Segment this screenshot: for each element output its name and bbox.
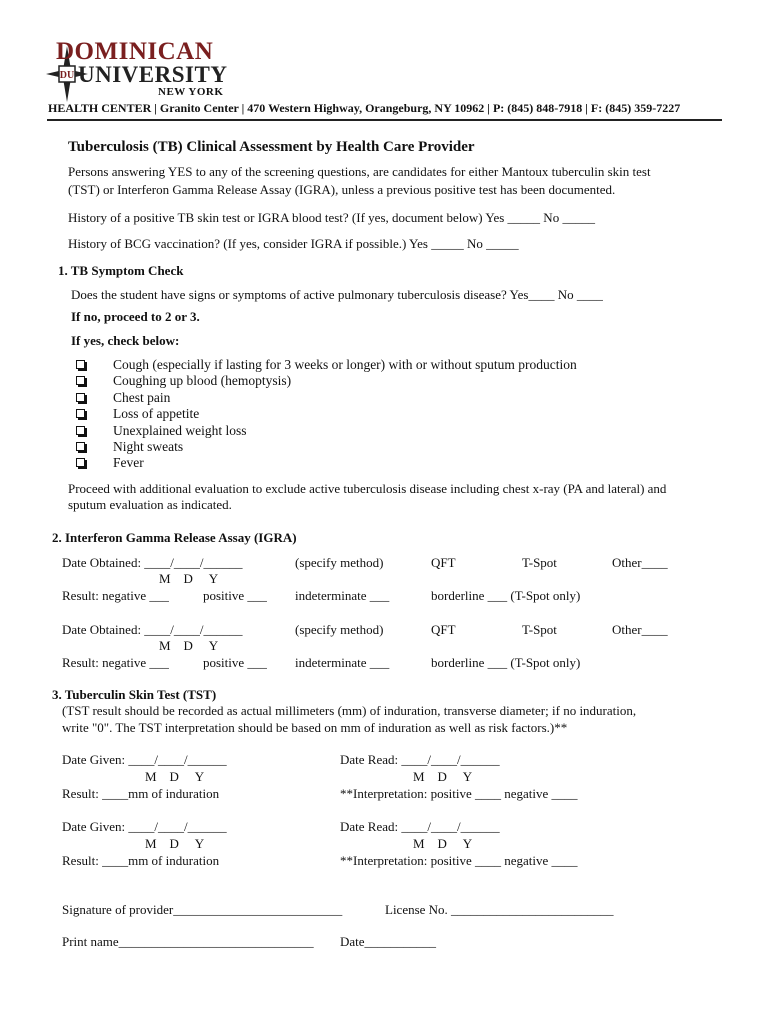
- igra-qft-option[interactable]: QFT: [431, 555, 456, 570]
- igra-qft-option[interactable]: QFT: [431, 622, 456, 637]
- logo-line1: DOMINICAN: [56, 38, 214, 65]
- tst-date-given[interactable]: Date Given: ____/____/______: [62, 819, 227, 834]
- symptom-label: Coughing up blood (hemoptysis): [113, 373, 292, 388]
- tst-note-line1: (TST result should be recorded as actual millimeters (mm) of induration, transverse diameter; if no induration,: [62, 703, 637, 718]
- igra-mdy-label: M D Y: [159, 571, 219, 586]
- license-field[interactable]: License No. _________________________: [385, 902, 614, 917]
- igra-method-label: (specify method): [295, 622, 384, 637]
- igra-date-obtained[interactable]: Date Obtained: ____/____/______: [62, 622, 243, 637]
- symptom-label: Cough (especially if lasting for 3 weeks or longer) with or without sputum production: [113, 357, 577, 372]
- igra-result-positive[interactable]: positive ___: [203, 588, 267, 603]
- logo-line3: NEW YORK: [158, 86, 224, 98]
- checkbox[interactable]: [76, 458, 85, 467]
- symptom-label: Fever: [113, 455, 144, 470]
- igra-tspot-option[interactable]: T-Spot: [522, 555, 557, 570]
- checkbox[interactable]: [76, 393, 85, 402]
- symptom-label: Loss of appetite: [113, 406, 200, 421]
- igra-method-label: (specify method): [295, 555, 384, 570]
- signature-field[interactable]: Signature of provider__________________________: [62, 902, 343, 917]
- section2-heading: 2. Interferon Gamma Release Assay (IGRA): [52, 530, 297, 545]
- tst-mdy-label: M D Y: [413, 836, 473, 851]
- igra-result-indeterminate[interactable]: indeterminate ___: [295, 655, 390, 670]
- igra-result-borderline[interactable]: borderline ___ (T-Spot only): [431, 588, 581, 603]
- igra-date-obtained[interactable]: Date Obtained: ____/____/______: [62, 555, 243, 570]
- history-tb-question: History of a positive TB skin test or IGRA blood test? (If yes, document below) Yes _____ No _____: [68, 210, 595, 225]
- tst-interpretation[interactable]: **Interpretation: positive ____ negative ____: [340, 853, 578, 868]
- logo-line2: UNIVERSITY: [78, 62, 228, 87]
- checkbox[interactable]: [76, 442, 85, 451]
- checkbox[interactable]: [76, 360, 85, 369]
- proceed-line2: sputum evaluation as indicated.: [68, 497, 232, 512]
- tst-mdy-label: M D Y: [145, 769, 205, 784]
- svg-text:DU: DU: [59, 70, 75, 81]
- symptom-question: Does the student have signs or symptoms of active pulmonary tuberculosis disease? Yes____ No ____: [71, 287, 603, 302]
- tst-result-mm[interactable]: Result: ____mm of induration: [62, 786, 220, 801]
- tst-interpretation[interactable]: **Interpretation: positive ____ negative ____: [340, 786, 578, 801]
- igra-other-option[interactable]: Other____: [612, 555, 668, 570]
- tst-result-mm[interactable]: Result: ____mm of induration: [62, 853, 220, 868]
- igra-result-positive[interactable]: positive ___: [203, 655, 267, 670]
- tst-date-read[interactable]: Date Read: ____/____/______: [340, 752, 500, 767]
- page-title: Tuberculosis (TB) Clinical Assessment by Health Care Provider: [68, 139, 475, 155]
- date-field[interactable]: Date___________: [340, 934, 437, 949]
- intro-line2: (TST) or Interferon Gamma Release Assay (IGRA), unless a previous positive test has been documented.: [68, 182, 616, 197]
- proceed-line1: Proceed with additional evaluation to exclude active tuberculosis disease including chest x-ray (PA and lateral) and: [68, 481, 667, 496]
- checkbox[interactable]: [76, 409, 85, 418]
- igra-tspot-option[interactable]: T-Spot: [522, 622, 557, 637]
- igra-result-negative[interactable]: Result: negative ___: [62, 655, 169, 670]
- if-yes-instruction: If yes, check below:: [71, 333, 180, 348]
- checkbox[interactable]: [76, 376, 85, 385]
- igra-other-option[interactable]: Other____: [612, 622, 668, 637]
- igra-result-indeterminate[interactable]: indeterminate ___: [295, 588, 390, 603]
- logo: [44, 38, 228, 104]
- intro-line1: Persons answering YES to any of the screening questions, are candidates for either Mantoux tuberculin skin test: [68, 164, 651, 179]
- symptom-label: Chest pain: [113, 390, 171, 405]
- symptom-label: Unexplained weight loss: [113, 423, 247, 438]
- igra-result-borderline[interactable]: borderline ___ (T-Spot only): [431, 655, 581, 670]
- symptom-label: Night sweats: [113, 439, 184, 454]
- igra-result-negative[interactable]: Result: negative ___: [62, 588, 169, 603]
- tst-mdy-label: M D Y: [145, 836, 205, 851]
- header-rule: [47, 119, 722, 121]
- history-bcg-question: History of BCG vaccination? (If yes, consider IGRA if possible.) Yes _____ No _____: [68, 236, 519, 251]
- print-name-field[interactable]: Print name______________________________: [62, 934, 314, 949]
- checkbox[interactable]: [76, 426, 85, 435]
- tst-date-read[interactable]: Date Read: ____/____/______: [340, 819, 500, 834]
- section1-heading: 1. TB Symptom Check: [58, 263, 184, 278]
- tst-mdy-label: M D Y: [413, 769, 473, 784]
- igra-mdy-label: M D Y: [159, 638, 219, 653]
- tst-date-given[interactable]: Date Given: ____/____/______: [62, 752, 227, 767]
- section3-heading: 3. Tuberculin Skin Test (TST): [52, 687, 217, 702]
- tst-note-line2: write "0". The TST interpretation should be based on mm of induration as well as risk factors.)**: [62, 720, 568, 735]
- contact-line: HEALTH CENTER | Granito Center | 470 Western Highway, Orangeburg, NY 10962 | P: (845) 848-7918 | F: (845) 359-7227: [48, 101, 681, 115]
- if-no-instruction: If no, proceed to 2 or 3.: [71, 309, 200, 324]
